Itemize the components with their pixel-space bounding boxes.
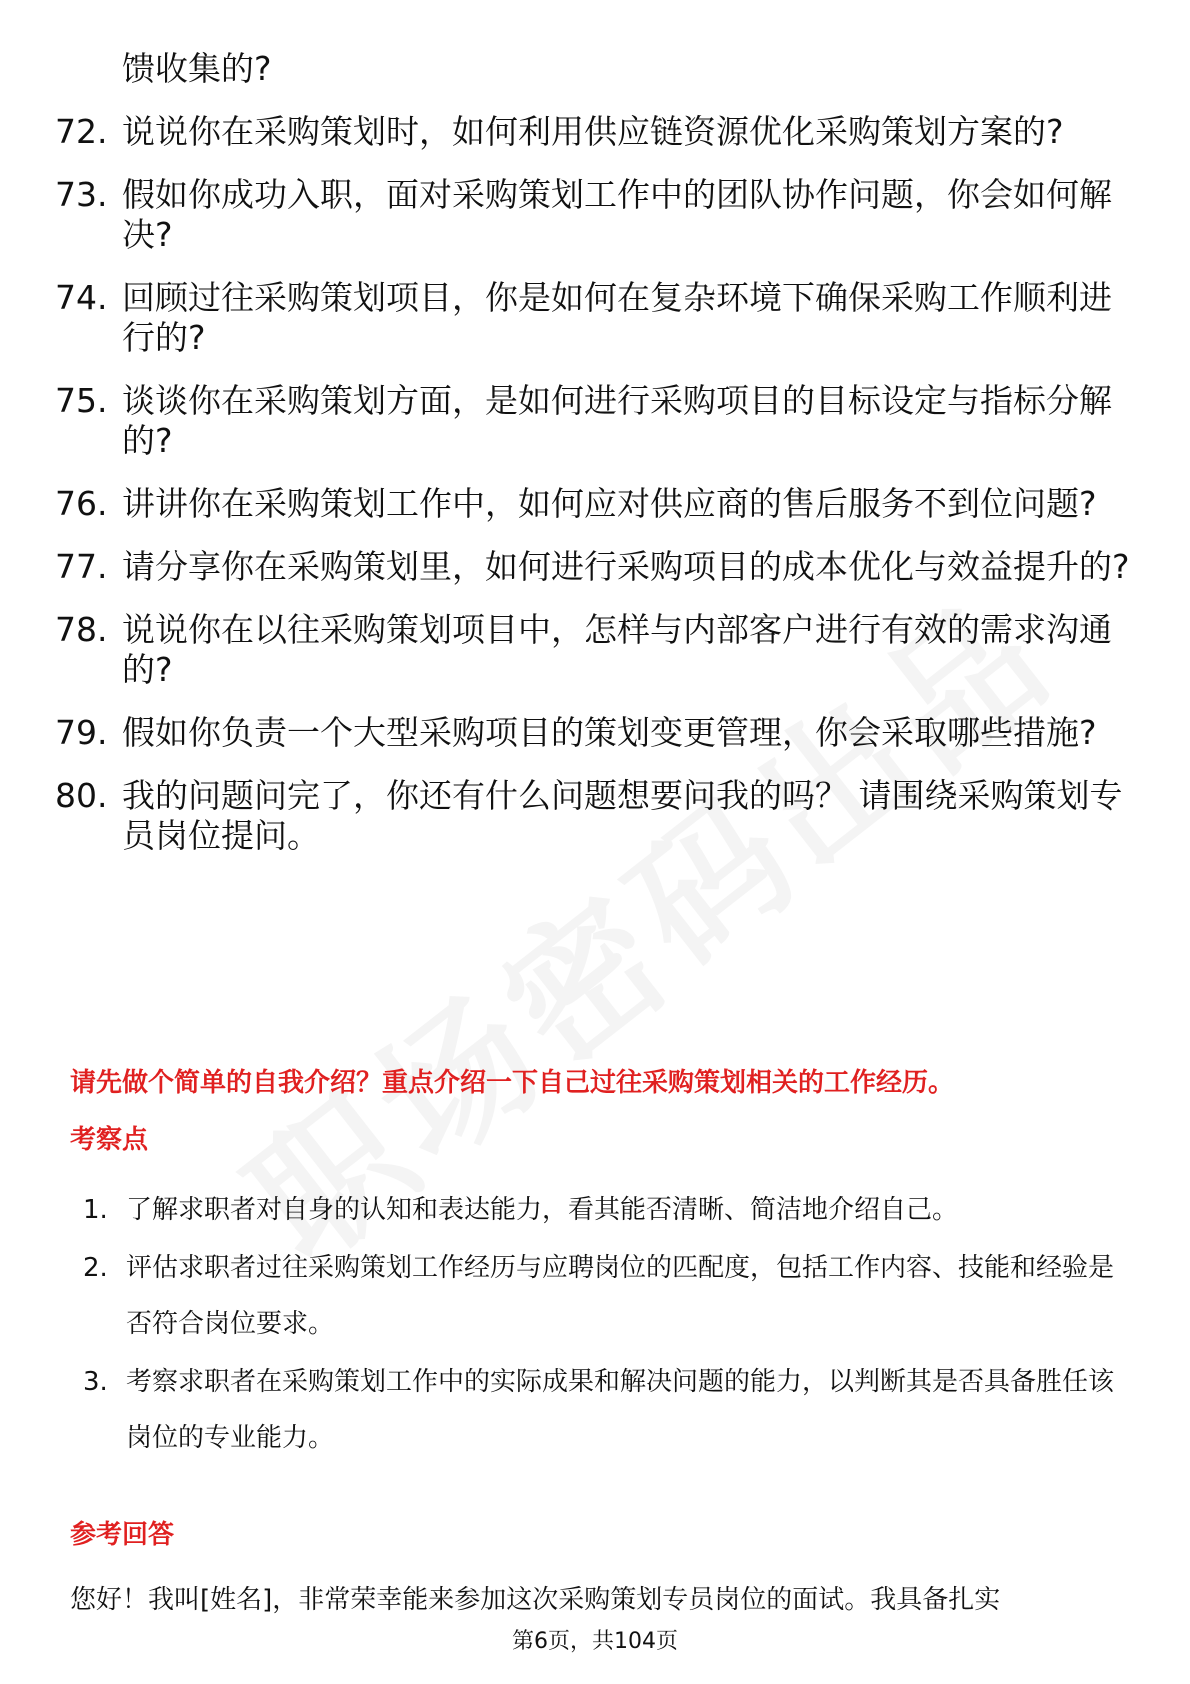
question-item: [55, 278, 1135, 358]
question-list: [55, 112, 1135, 879]
question-item: [55, 112, 1135, 152]
question-number: 73.: [55, 175, 108, 214]
question-text: 假如你成功入职，面对采购策划工作中的团队协作问题，你会如何解决?: [122, 175, 1112, 254]
question-number: 74.: [55, 278, 108, 317]
point-item: [83, 1182, 1123, 1238]
question-item: [55, 610, 1135, 690]
question-number: 77.: [55, 547, 108, 586]
point-item: [83, 1354, 1123, 1466]
question-text: 说说你在以往采购策划项目中，怎样与内部客户进行有效的需求沟通的?: [122, 610, 1112, 689]
question-number: 79.: [55, 713, 108, 752]
point-number: 1.: [83, 1195, 108, 1225]
section-title-points: 考察点: [70, 1125, 149, 1155]
point-number: 2.: [83, 1253, 108, 1283]
point-text: 评估求职者过往采购策划工作经历与应聘岗位的匹配度，包括工作内容、技能和经验是否符合岗位要求。: [126, 1253, 1115, 1339]
section-title-answer: 参考回答: [70, 1520, 175, 1550]
point-text: 考察求职者在采购策划工作中的实际成果和解决问题的能力，以判断其是否具备胜任该岗位的专业能力。: [126, 1367, 1115, 1453]
question-item: [55, 381, 1135, 461]
question-number: 76.: [55, 484, 108, 523]
question-text: 回顾过往采购策划项目，你是如何在复杂环境下确保采购工作顺利进行的?: [122, 278, 1112, 357]
question-text: 讲讲你在采购策划工作中，如何应对供应商的售后服务不到位问题?: [122, 484, 1097, 523]
question-text: 假如你负责一个大型采购项目的策划变更管理，你会采取哪些措施?: [122, 713, 1097, 752]
question-item: [55, 776, 1135, 856]
point-text: 了解求职者对自身的认知和表达能力，看其能否清晰、简洁地介绍自己。: [126, 1195, 959, 1225]
point-item: [83, 1240, 1123, 1352]
question-text: 我的问题问完了，你还有什么问题想要问我的吗？ 请围绕采购策划专员岗位提问。: [122, 776, 1123, 855]
continuation-text: 馈收集的?: [122, 49, 272, 88]
question-item: [55, 484, 1135, 524]
question-item: [55, 175, 1135, 255]
question-item: [55, 547, 1135, 587]
question-number: 80.: [55, 776, 108, 815]
question-item: [55, 713, 1135, 753]
question-number: 78.: [55, 610, 108, 649]
question-text: 说说你在采购策划时，如何利用供应链资源优化采购策划方案的?: [122, 112, 1064, 151]
intro-question-heading: 请先做个简单的自我介绍？重点介绍一下自己过往采购策划相关的工作经历。: [70, 1068, 955, 1098]
question-text: 谈谈你在采购策划方面，是如何进行采购项目的目标设定与指标分解的?: [122, 381, 1112, 460]
question-number: 72.: [55, 112, 108, 151]
answer-text: 您好！我叫[姓名]，非常荣幸能来参加这次采购策划专员岗位的面试。我具备扎实: [70, 1585, 1001, 1615]
page-footer: 第6页，共104页: [512, 1629, 678, 1654]
question-text: 请分享你在采购策划里，如何进行采购项目的成本优化与效益提升的?: [122, 547, 1130, 586]
point-number: 3.: [83, 1367, 108, 1397]
points-list: [83, 1182, 1123, 1468]
question-number: 75.: [55, 381, 108, 420]
